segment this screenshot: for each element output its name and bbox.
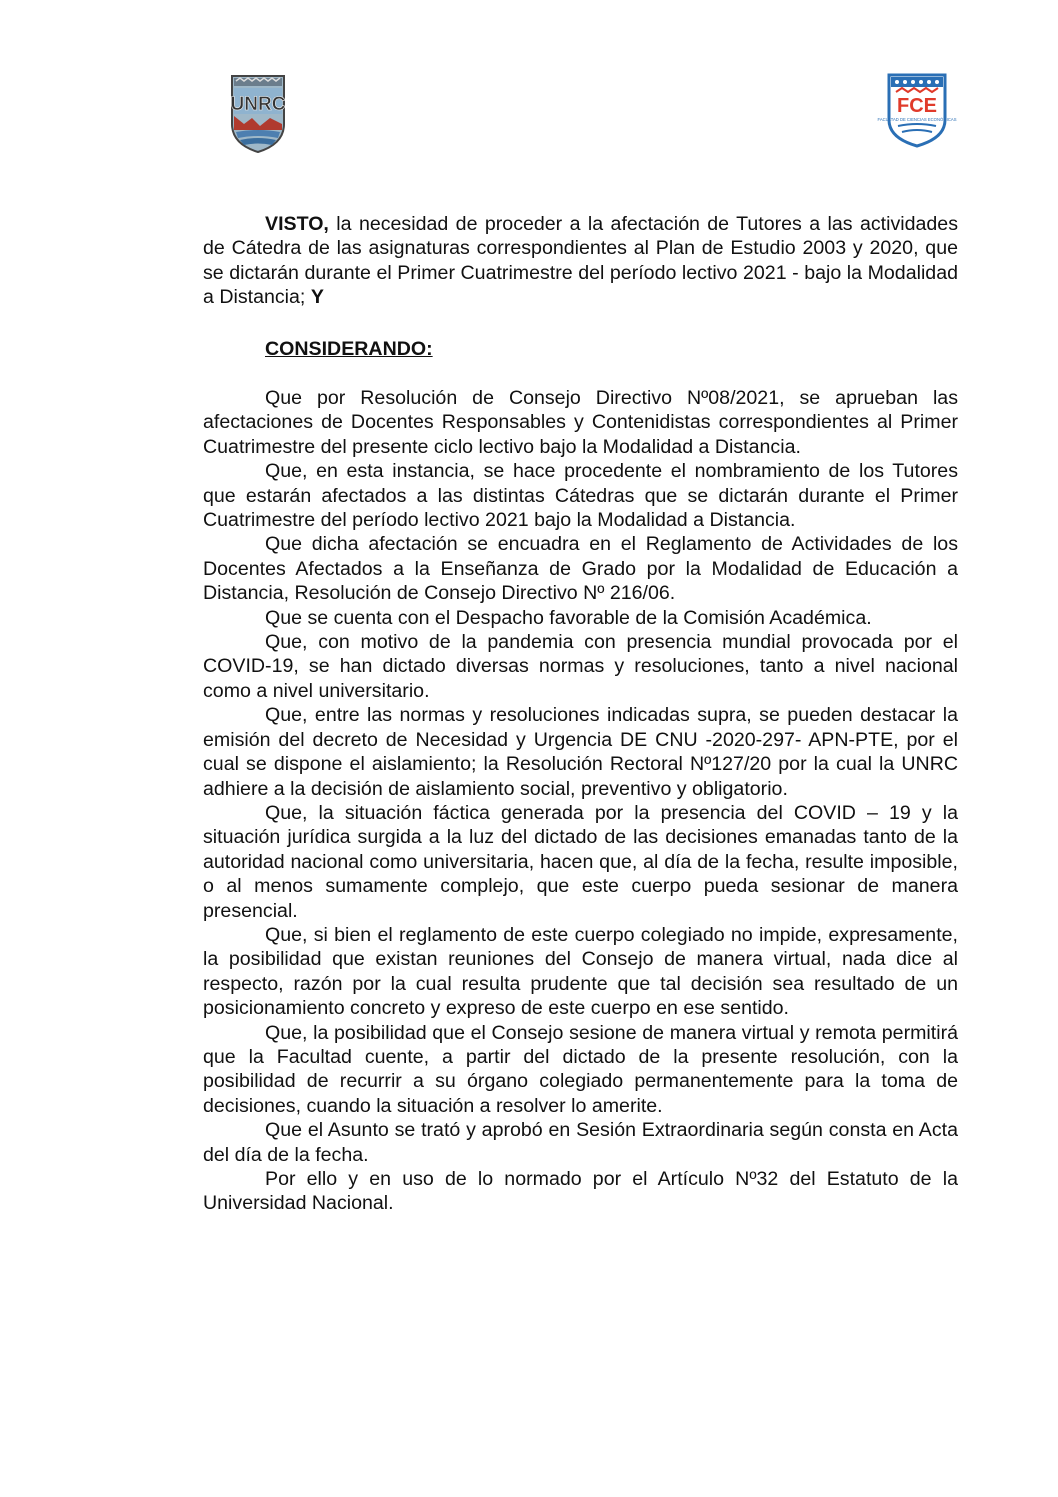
paragraph: Que por Resolución de Consejo Directivo Nº08/2021, se aprueban las afectaciones de Docentes Responsables y Contenidistas correspondientes al Primer Cuatrimestre del presente ciclo lectivo bajo la Modalidad a Distancia. <box>203 387 958 458</box>
considerando-body <box>203 386 958 1216</box>
visto-tail: Y <box>310 286 324 309</box>
considerando-heading: CONSIDERANDO: <box>265 338 433 360</box>
paragraph: Que, en esta instancia, se hace procedente el nombramiento de los Tutores que estarán afectados a las distintas Cátedras que se dictarán durante el Primer Cuatrimestre del período lectivo 2021 bajo la Modalidad a Distancia. <box>203 460 958 532</box>
paragraph: Que el Asunto se trató y aprobó en Sesión Extraordinaria según consta en Acta del día de la fecha. <box>203 1119 958 1166</box>
paragraph: Que, entre las normas y resoluciones indicadas supra, se pueden destacar la emisión del decreto de Necesidad y Urgencia DE CNU -2020-297- APN-PTE, por el cual se dispone el aislamiento; la Resolución Rectoral Nº127/20 por la cual la UNRC adhiere a la decisión de aislamiento social, preventivo y obligatorio. <box>203 704 958 800</box>
svg-text:UNRC: UNRC <box>230 94 286 115</box>
paragraph: Que se cuenta con el Despacho favorable de la Comisión Académica. <box>265 606 872 629</box>
unrc-logo <box>228 72 288 154</box>
paragraph: Que, la posibilidad que el Consejo sesione de manera virtual y remota permitirá que la Facultad cuente, a partir del dictado de la presente resolución, con la posibilidad de recurrir a su órgano colegiado permanentemente para la toma de decisiones, cuando la situación a resolver lo amerite. <box>203 1021 958 1117</box>
paragraph: Que, si bien el reglamento de este cuerpo colegiado no impide, expresamente, la posibilidad que existan reuniones del Consejo de manera virtual, nada dice al respecto, razón por la cual resulta prudente que tal decisión sea resultado de un posicionamiento concreto y expreso de este cuerpo en ese sentido. <box>203 923 958 1020</box>
paragraph: Que dicha afectación se encuadra en el Reglamento de Actividades de los Docentes Afectados a la Enseñanza de Grado por la Modalidad de Educación a Distancia, Resolución de Consejo Directivo Nº 216/06. <box>203 533 958 605</box>
paragraph: Que, la situación fáctica generada por la presencia del COVID – 19 y la situación jurídica surgida a la luz del dictado de las decisiones emanadas tanto de la autoridad nacional como universitaria, hacen que, al día de la fecha, resulte imposible, o al menos sumamente complejo, que este cuerpo pueda sesionar de manera presencial. <box>203 801 958 922</box>
paragraph: Por ello y en uso de lo normado por el Artículo Nº32 del Estatuto de la Universidad Nacional. <box>203 1168 958 1215</box>
paragraph: Que, con motivo de la pandemia con presencia mundial provocada por el COVID-19, se han dictado diversas normas y resoluciones, tanto a nivel nacional como a nivel universitario. <box>203 631 958 702</box>
visto-paragraph <box>203 212 958 310</box>
visto-lead: VISTO, <box>265 213 329 235</box>
visto-text: la necesidad de proceder a la afectación de Tutores a las actividades de Cátedra de las asignaturas correspondientes al Plan de Estudio 2003 y 2020, que se dictarán durante el Primer Cuatrimestre del período lectivo 2021 - bajo la Modalidad a Distancia; <box>203 213 958 309</box>
fce-logo <box>877 72 957 148</box>
svg-text:FACULTAD DE CIENCIAS ECONÓMICA: FACULTAD DE CIENCIAS ECONÓMICAS <box>877 117 957 122</box>
svg-text:FCE: FCE <box>897 95 937 117</box>
